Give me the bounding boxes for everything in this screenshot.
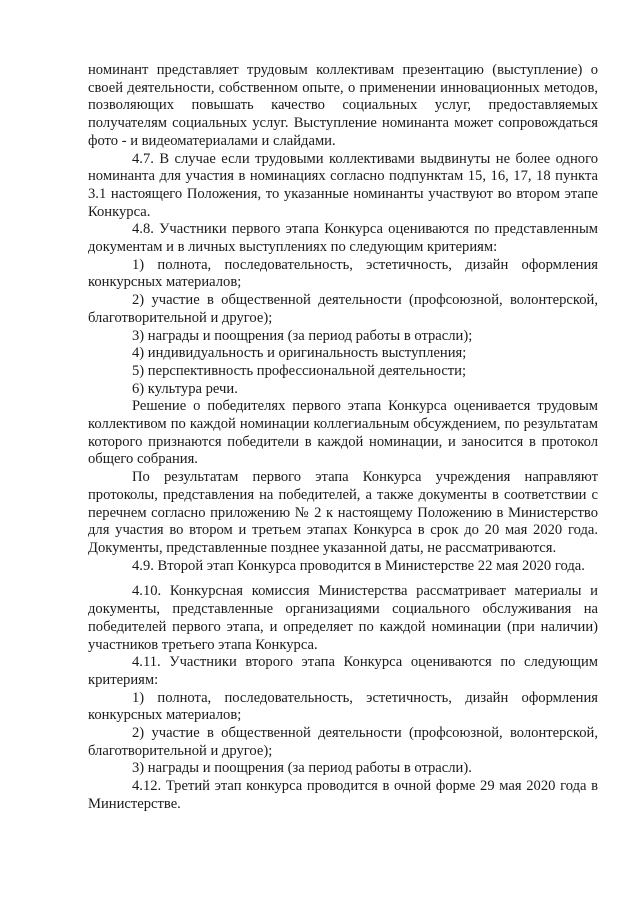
paragraph-first-stage-decision: Решение о победителях первого этапа Конкурса оценивается трудовым коллективом по каждой номинации коллегиальным обсуждением, по результатам которого признаются победители в каждой номинации, и заносится в протокол общего собрания.	[88, 398, 598, 468]
paragraph-nominee-presentation: номинант представляет трудовым коллективам презентацию (выступление) о своей деятельности, собственном опыте, о применении инновационных методов, позволяющих повышать качество социальных услуг, предоставляемых получателям социальных услуг. Выступление номинанта может сопровождаться фото - и видеоматериалами и слайдами.	[88, 62, 598, 149]
criterion-item: 1) полнота, последовательность, эстетичность, дизайн оформления конкурсных материалов;	[88, 256, 598, 291]
criterion-item: 5) перспективность профессиональной деятельности;	[132, 362, 467, 379]
criterion-item: 4) индивидуальность и оригинальность выступления;	[132, 345, 467, 362]
paragraph-4-9: 4.9. Второй этап Конкурса проводится в Министерстве 22 мая 2020 года.	[132, 557, 585, 574]
paragraph-4-12: 4.12. Третий этап конкурса проводится в очной форме 29 мая 2020 года в Министерстве.	[88, 778, 598, 812]
criterion-item: 6) культура речи.	[132, 380, 238, 397]
paragraph-4-10: 4.10. Конкурсная комиссия Министерства рассматривает материалы и документы, представленные организациями социального обслуживания на победителей первого этапа, и определяет по каждой номинации (при наличии) участников третьего этапа Конкурса.	[88, 583, 598, 653]
criterion-item: 3) награды и поощрения (за период работы в отрасли);	[132, 327, 473, 344]
criterion-item: 3) награды и поощрения (за период работы в отрасли).	[132, 760, 472, 777]
paragraph-first-stage-results: По результатам первого этапа Конкурса учреждения направляют протоколы, представления на победителей, а также документы в соответствии с перечнем согласно приложению № 2 к настоящему Положению в Министерство для участия во втором и третьем этапах Конкурса в срок до 20 мая 2020 года. Документы, представленные позднее указанной даты, не рассматриваются.	[88, 469, 598, 556]
document-page	[88, 62, 598, 814]
paragraph-4-7: 4.7. В случае если трудовыми коллективами выдвинуты не более одного номинанта для участия в номинациях согласно подпунктам 15, 16, 17, 18 пункта 3.1 настоящего Положения, то указанные номинанты участвуют во втором этапе Конкурса.	[88, 150, 598, 220]
criterion-item: 2) участие в общественной деятельности (профсоюзной, волонтерской, благотворительной и другое);	[88, 292, 598, 326]
paragraph-4-8: 4.8. Участники первого этапа Конкурса оцениваются по представленным документам и в личных выступлениях по следующим критериям:	[88, 221, 598, 256]
paragraph-4-11: 4.11. Участники второго этапа Конкурса оцениваются по следующим критериям:	[88, 654, 598, 688]
criterion-item: 1) полнота, последовательность, эстетичность, дизайн оформления конкурсных материалов;	[88, 689, 598, 724]
criterion-item: 2) участие в общественной деятельности (профсоюзной, волонтерской, благотворительной и другое);	[88, 725, 598, 759]
